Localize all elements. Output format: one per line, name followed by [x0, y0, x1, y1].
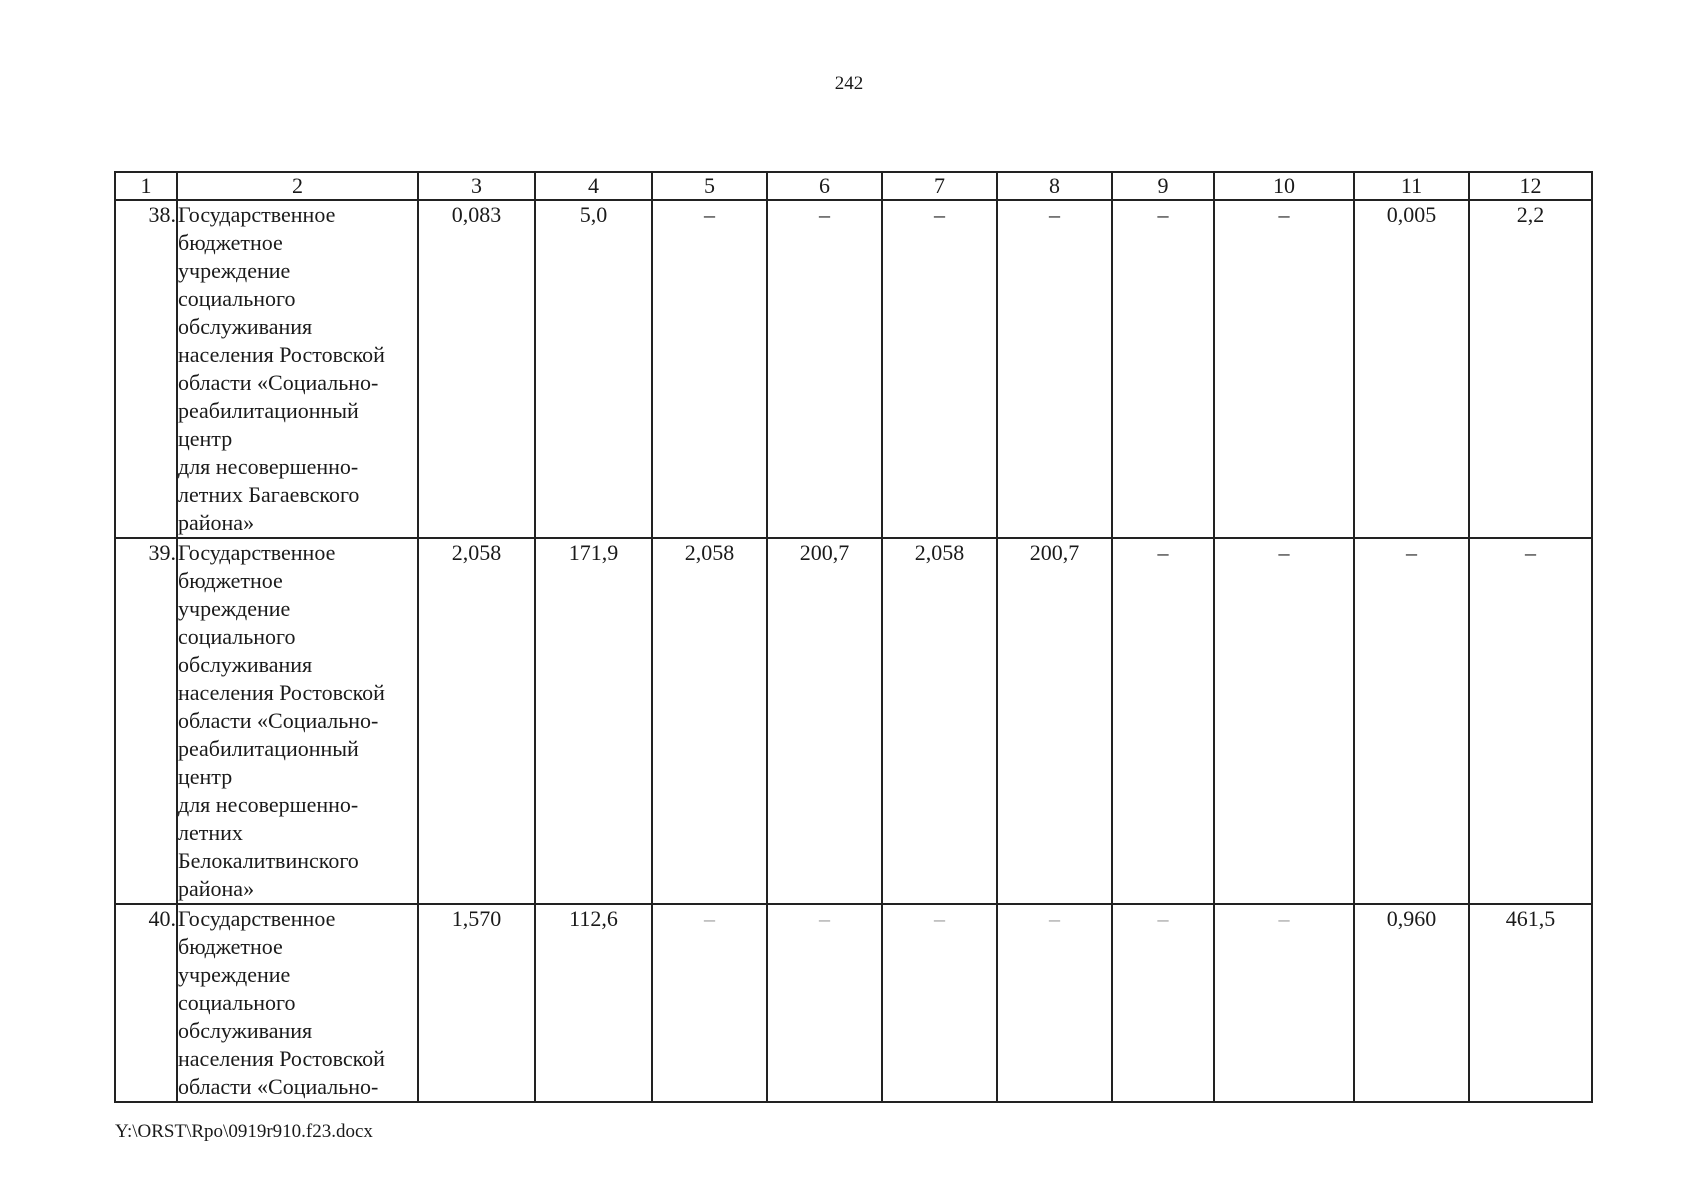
value-cell: 171,9 [535, 538, 652, 904]
column-header: 6 [767, 172, 882, 200]
column-header: 2 [177, 172, 418, 200]
name-line: Белокалитвинского [178, 848, 359, 873]
table-row [115, 200, 1592, 538]
row-number: 39. [115, 538, 177, 904]
value-cell: – [767, 904, 882, 1102]
name-line: Государственное [178, 540, 336, 565]
value-cell: – [767, 200, 882, 538]
footer-file-path: Y:\ORST\Rpo\0919r910.f23.docx [115, 1121, 373, 1142]
value-cell: – [1214, 904, 1354, 1102]
value-cell: 0,005 [1354, 200, 1469, 538]
value-cell: – [652, 904, 767, 1102]
value-cell: 0,960 [1354, 904, 1469, 1102]
data-table [114, 171, 1593, 1103]
name-line: социального [178, 990, 296, 1015]
name-line: обслуживания [178, 652, 313, 677]
name-line: реабилитационный [178, 736, 359, 761]
header-row [115, 172, 1592, 200]
column-header: 3 [418, 172, 535, 200]
value-cell: – [997, 200, 1112, 538]
table-row [115, 538, 1592, 904]
column-header: 1 [115, 172, 177, 200]
name-line: бюджетное [178, 568, 283, 593]
value-cell: 5,0 [535, 200, 652, 538]
name-line: населения Ростовской [178, 1046, 385, 1071]
value-cell: – [1214, 538, 1354, 904]
column-header: 9 [1112, 172, 1214, 200]
name-line: обслуживания [178, 1018, 313, 1043]
value-cell: – [1112, 200, 1214, 538]
name-line: социального [178, 286, 296, 311]
name-line: района» [178, 510, 255, 535]
value-cell: – [1469, 538, 1592, 904]
value-cell: – [882, 904, 997, 1102]
name-line: области «Социально- [178, 370, 379, 395]
value-cell: 1,570 [418, 904, 535, 1102]
value-cell: 2,058 [882, 538, 997, 904]
name-line: центр [178, 764, 233, 789]
value-cell: 2,058 [652, 538, 767, 904]
institution-name [177, 538, 418, 904]
value-cell: 200,7 [997, 538, 1112, 904]
name-line: Государственное [178, 202, 336, 227]
row-number: 38. [115, 200, 177, 538]
value-cell: 2,058 [418, 538, 535, 904]
value-cell: – [1112, 904, 1214, 1102]
name-line: учреждение [178, 596, 291, 621]
value-cell: 2,2 [1469, 200, 1592, 538]
column-header: 4 [535, 172, 652, 200]
name-line: бюджетное [178, 230, 283, 255]
name-line: области «Социально- [178, 708, 379, 733]
name-line: учреждение [178, 962, 291, 987]
name-line: района» [178, 876, 255, 901]
value-cell: – [997, 904, 1112, 1102]
value-cell: – [652, 200, 767, 538]
value-cell: – [1214, 200, 1354, 538]
name-line: бюджетное [178, 934, 283, 959]
name-line: летних [178, 820, 243, 845]
value-cell: 112,6 [535, 904, 652, 1102]
value-cell: – [1354, 538, 1469, 904]
name-line: центр [178, 426, 233, 451]
name-line: учреждение [178, 258, 291, 283]
name-line: области «Социально- [178, 1074, 379, 1099]
column-header: 11 [1354, 172, 1469, 200]
name-line: для несовершенно- [178, 454, 359, 479]
column-header: 12 [1469, 172, 1592, 200]
value-cell: – [882, 200, 997, 538]
row-number: 40. [115, 904, 177, 1102]
name-line: социального [178, 624, 296, 649]
name-line: обслуживания [178, 314, 313, 339]
name-line: населения Ростовской [178, 680, 385, 705]
name-line: населения Ростовской [178, 342, 385, 367]
name-line: летних Багаевского [178, 482, 360, 507]
page-number: 242 [834, 73, 864, 94]
table-row [115, 904, 1592, 1102]
column-header: 5 [652, 172, 767, 200]
column-header: 8 [997, 172, 1112, 200]
institution-name [177, 904, 418, 1102]
institution-name [177, 200, 418, 538]
value-cell: 0,083 [418, 200, 535, 538]
value-cell: – [1112, 538, 1214, 904]
column-header: 7 [882, 172, 997, 200]
value-cell: 461,5 [1469, 904, 1592, 1102]
value-cell: 200,7 [767, 538, 882, 904]
name-line: Государственное [178, 906, 336, 931]
name-line: для несовершенно- [178, 792, 359, 817]
column-header: 10 [1214, 172, 1354, 200]
name-line: реабилитационный [178, 398, 359, 423]
